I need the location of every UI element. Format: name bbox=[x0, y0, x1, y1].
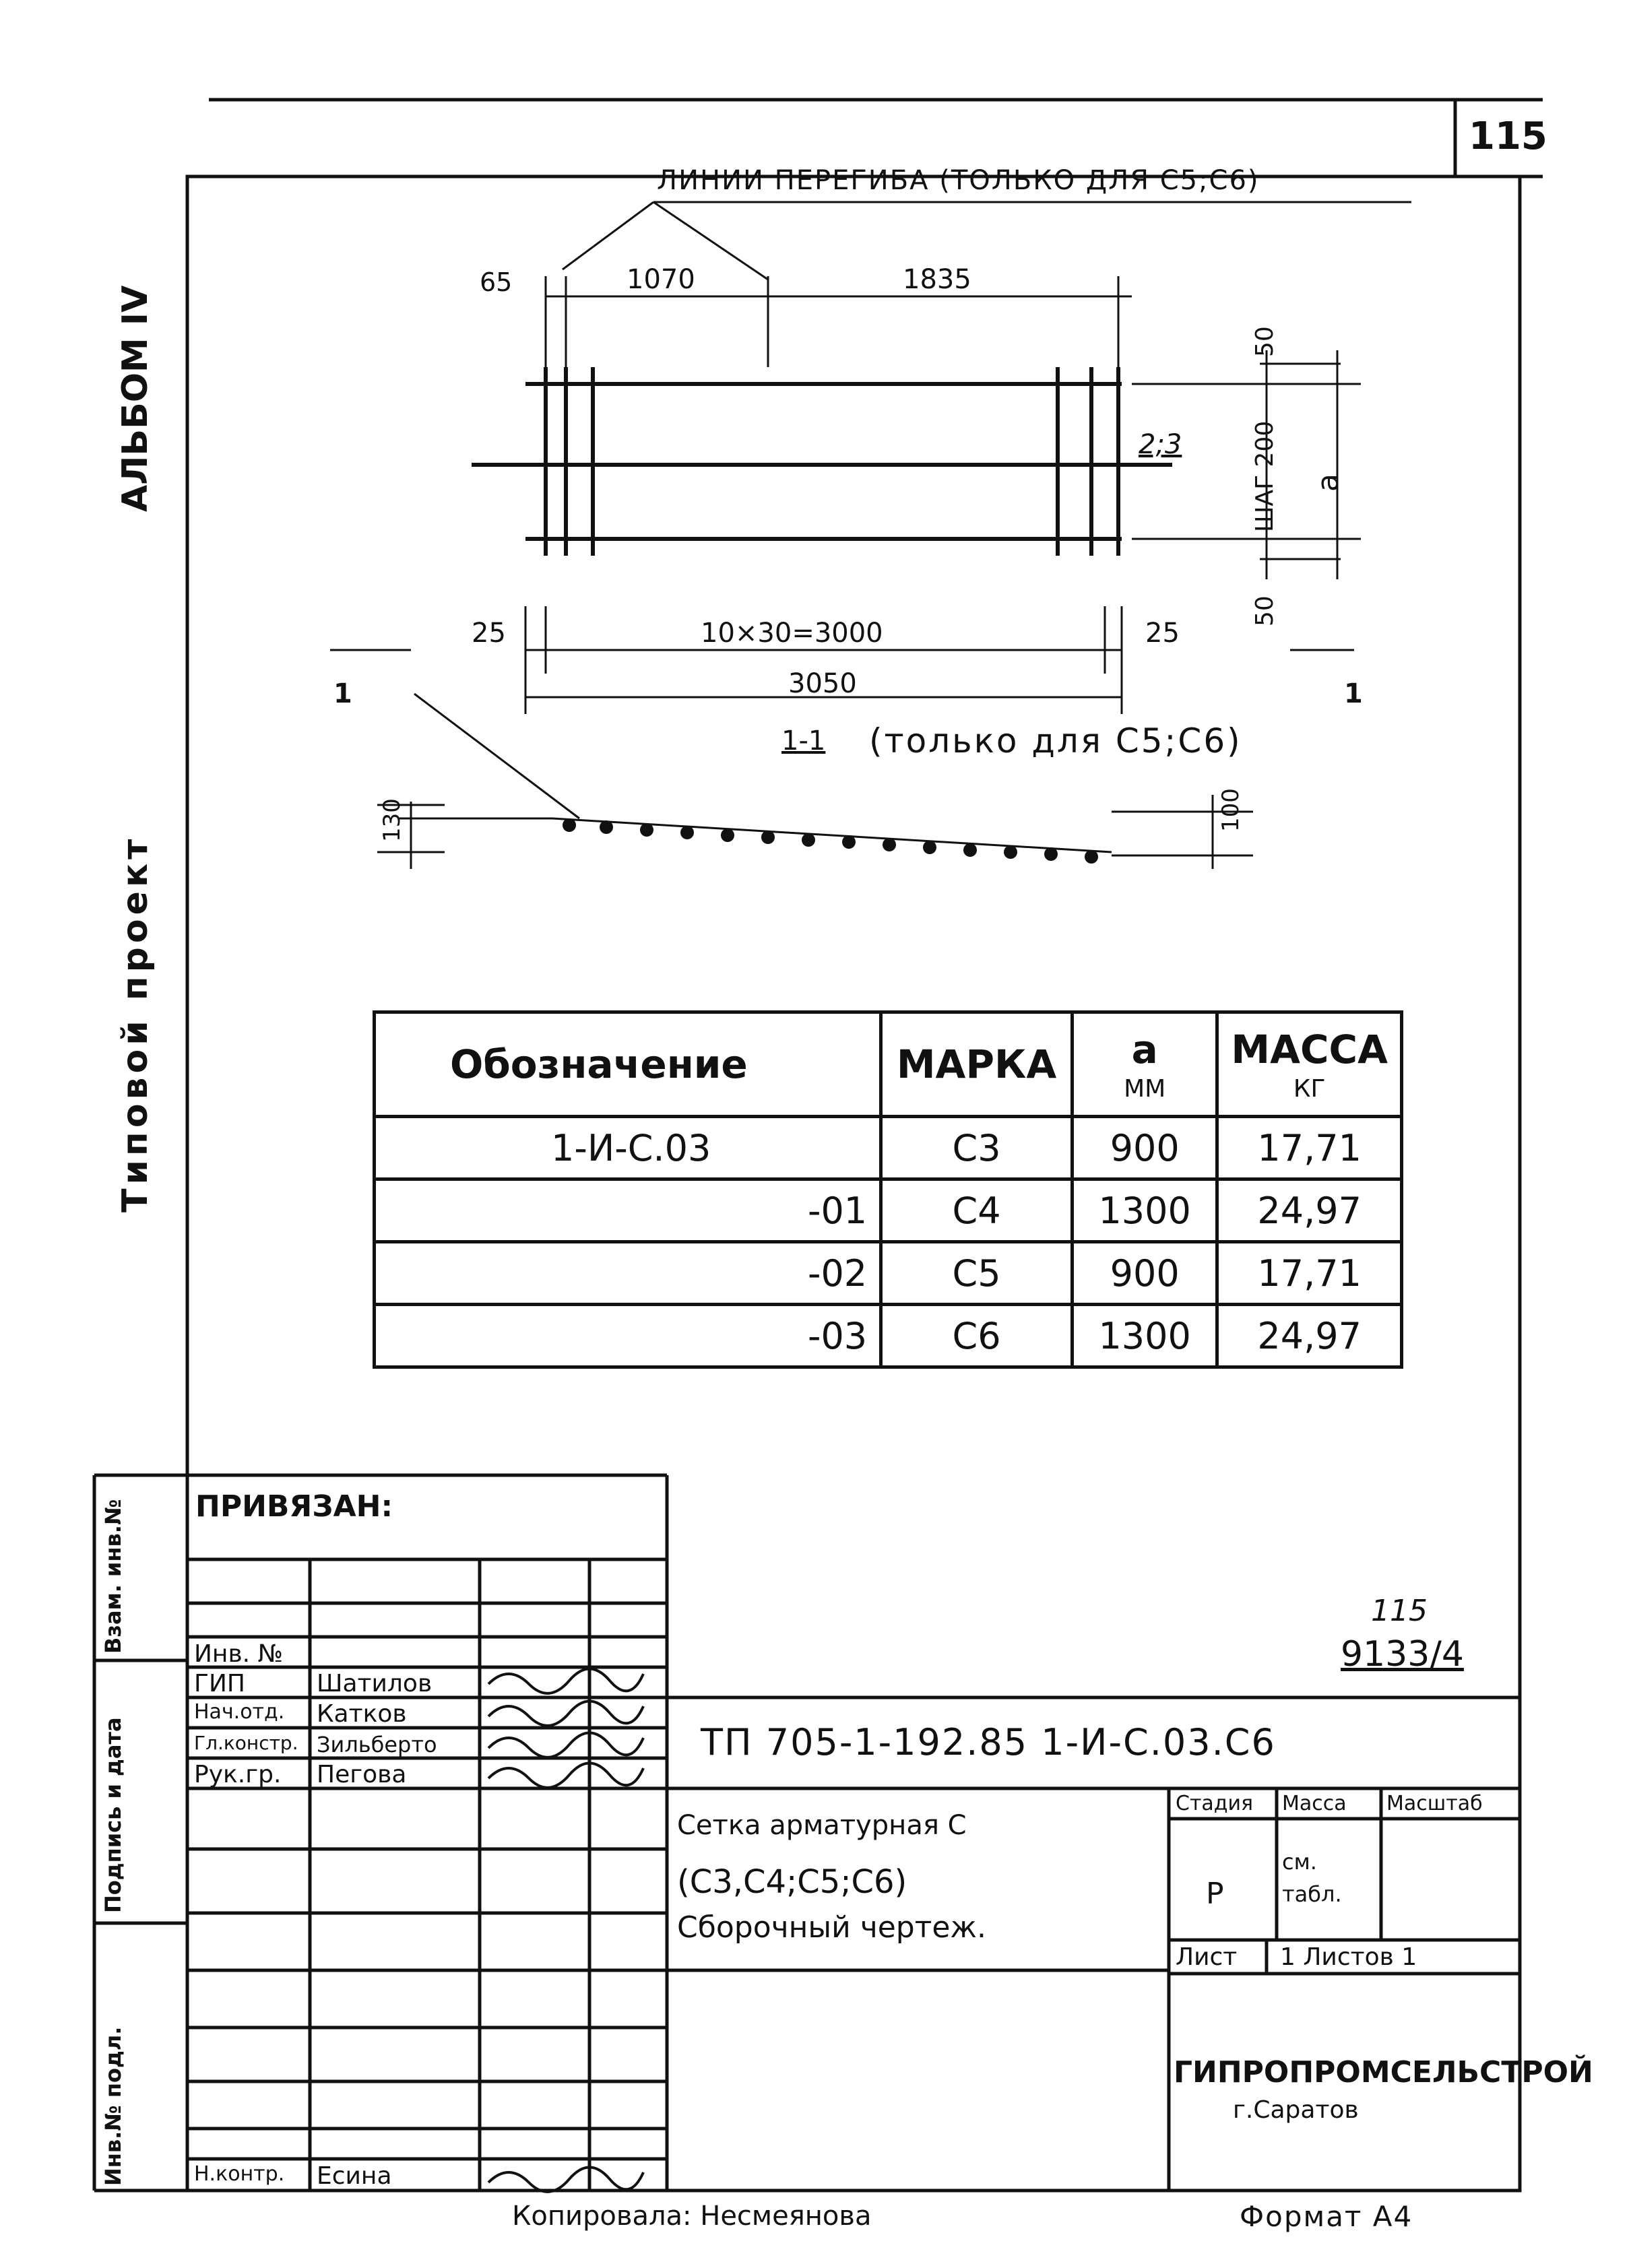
vzam-inv-label: Взам. инв.№ bbox=[100, 1499, 126, 1654]
mass-table bbox=[373, 1010, 1403, 1369]
row-designation: -02 bbox=[375, 1242, 881, 1305]
cut-mark-right: 1 bbox=[1344, 678, 1363, 709]
dim-50-bottom: 50 bbox=[1251, 595, 1279, 626]
doc-ref-bottom: 9133/4 bbox=[1341, 1634, 1464, 1675]
row-mark: С5 bbox=[881, 1242, 1073, 1305]
mass-value: см. табл. bbox=[1282, 1849, 1342, 1907]
row-mass: 17,71 bbox=[1217, 1242, 1402, 1305]
role-gip: ГИП bbox=[194, 1670, 245, 1697]
dim-100: 100 bbox=[1217, 788, 1244, 832]
header-mass-label: МАССА bbox=[1231, 1026, 1388, 1072]
dim-50-top: 50 bbox=[1251, 326, 1279, 357]
dim-step: ШАГ 200 bbox=[1251, 420, 1279, 532]
role-ruk-gr: Рук.гр. bbox=[194, 1761, 282, 1788]
mass-label: Масса bbox=[1282, 1792, 1347, 1815]
table-row bbox=[375, 1117, 1402, 1179]
mass-table-header bbox=[375, 1012, 1402, 1117]
row-a: 900 bbox=[1072, 1117, 1217, 1179]
header-mass-unit: КГ bbox=[1293, 1074, 1326, 1103]
header-a-label: a bbox=[1131, 1026, 1158, 1072]
header-a bbox=[1072, 1012, 1217, 1117]
role-nach-otd: Нач.отд. bbox=[194, 1700, 285, 1724]
dim-65: 65 bbox=[480, 267, 513, 297]
cut-mark-left: 1 bbox=[333, 678, 352, 709]
project-type-label: Типовой проект bbox=[115, 835, 156, 1212]
document-code: ТП 705-1-192.85 1-И-С.03.С6 bbox=[701, 1721, 1276, 1763]
name-ruk-gr: Пегова bbox=[317, 1761, 407, 1788]
row-mass: 24,97 bbox=[1217, 1179, 1402, 1242]
dim-1835: 1835 bbox=[903, 264, 971, 295]
header-designation: Обозначение bbox=[375, 1012, 881, 1117]
role-n-kontr: Н.контр. bbox=[194, 2162, 285, 2186]
sheets-count: 1 Листов 1 bbox=[1280, 1943, 1417, 1971]
section-title: 1-1 bbox=[781, 725, 826, 756]
stage-label: Стадия bbox=[1176, 1792, 1254, 1815]
row-a: 1300 bbox=[1072, 1305, 1217, 1367]
signature-date-label: Подпись и дата bbox=[100, 1717, 126, 1913]
bend-lines-label: ЛИНИИ ПЕРЕГИБА (ТОЛЬКО ДЛЯ С5;С6) bbox=[657, 165, 1260, 196]
row-a: 1300 bbox=[1072, 1179, 1217, 1242]
privyazan-label: ПРИВЯЗАН: bbox=[195, 1489, 393, 1524]
row-mark: С6 bbox=[881, 1305, 1073, 1367]
section-note: (только для С5;С6) bbox=[869, 721, 1242, 760]
name-n-kontr: Есина bbox=[317, 2162, 392, 2190]
table-row bbox=[375, 1179, 1402, 1242]
inv-podl-label: Инв.№ подл. bbox=[100, 2026, 126, 2186]
table-row bbox=[375, 1242, 1402, 1305]
header-mark: МАРКА bbox=[881, 1012, 1073, 1117]
name-nach-otd: Катков bbox=[317, 1700, 407, 1728]
row-a: 900 bbox=[1072, 1242, 1217, 1305]
dim-25-right: 25 bbox=[1145, 618, 1180, 649]
row-mass: 17,71 bbox=[1217, 1117, 1402, 1179]
role-gl-konstr: Гл.констр. bbox=[194, 1732, 298, 1754]
inv-no-label: Инв. № bbox=[194, 1640, 284, 1668]
sheet-number: 115 bbox=[1469, 115, 1547, 158]
dim-a: a bbox=[1311, 474, 1345, 492]
table-row bbox=[375, 1305, 1402, 1367]
doc-ref-top: 115 bbox=[1371, 1594, 1428, 1628]
dim-25-left: 25 bbox=[472, 618, 506, 649]
dim-3050: 3050 bbox=[788, 668, 857, 699]
dim-130: 130 bbox=[379, 798, 406, 842]
stage-value: Р bbox=[1206, 1877, 1224, 1911]
row-designation: -03 bbox=[375, 1305, 881, 1367]
album-label: АЛЬБОМ IV bbox=[115, 285, 156, 512]
row-designation: -01 bbox=[375, 1179, 881, 1242]
scale-label: Масштаб bbox=[1386, 1792, 1483, 1815]
header-mass bbox=[1217, 1012, 1402, 1117]
row-mark: С4 bbox=[881, 1179, 1073, 1242]
position-label: 2;3 bbox=[1139, 429, 1182, 460]
row-mark: С3 bbox=[881, 1117, 1073, 1179]
copied-by: Копировала: Несмеянова bbox=[512, 2201, 872, 2232]
header-a-unit: ММ bbox=[1124, 1074, 1166, 1103]
row-designation: 1-И-С.03 bbox=[375, 1117, 881, 1179]
paper-format: Формат А4 bbox=[1240, 2200, 1413, 2233]
sheet-label: Лист bbox=[1176, 1943, 1238, 1971]
title-line-1: Сетка арматурная С bbox=[677, 1810, 967, 1841]
organization-name: ГИПРОПРОМСЕЛЬСТРОЙ bbox=[1174, 2055, 1593, 2089]
row-mass: 24,97 bbox=[1217, 1305, 1402, 1367]
name-gl-konstr: Зильберто bbox=[317, 1732, 437, 1757]
organization-city: г.Саратов bbox=[1233, 2096, 1359, 2124]
name-gip: Шатилов bbox=[317, 1670, 433, 1697]
title-line-2: (С3,С4;С5;С6) bbox=[677, 1863, 907, 1901]
title-line-3: Сборочный чертеж. bbox=[677, 1910, 987, 1945]
dim-1070: 1070 bbox=[627, 264, 695, 295]
dim-chain: 10×30=3000 bbox=[701, 618, 883, 649]
